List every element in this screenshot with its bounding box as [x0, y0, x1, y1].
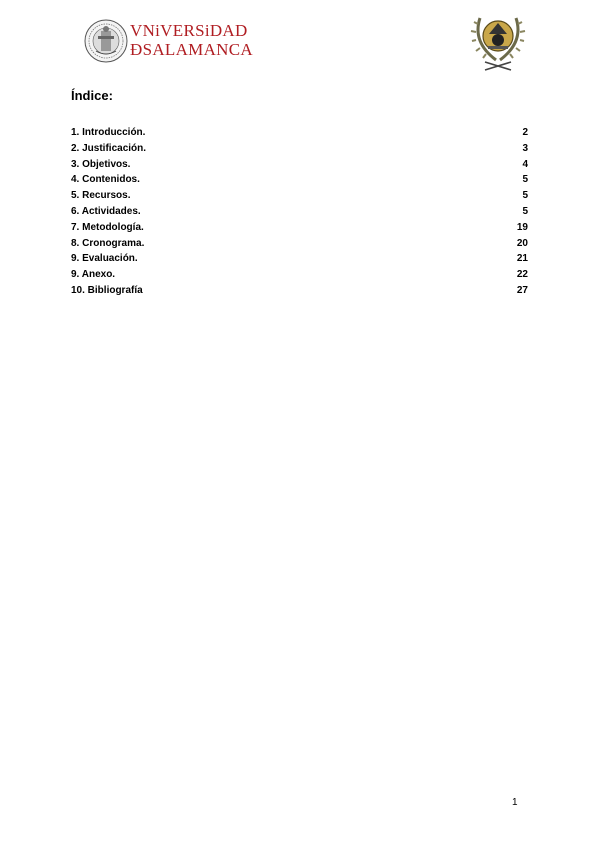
toc-entry-page: 19 [516, 221, 528, 233]
toc-entry[interactable] [71, 204, 528, 220]
toc-entry[interactable] [71, 172, 528, 188]
toc-entry[interactable] [71, 236, 528, 252]
toc-entry-label: 3. Objetivos. [71, 158, 131, 170]
toc-entry-label: 8. Cronograma. [71, 237, 145, 249]
toc-entry-page: 22 [516, 269, 528, 281]
toc-entry-page: 2 [522, 127, 528, 138]
toc-entry-page: 27 [516, 284, 528, 296]
university-logo [84, 18, 253, 64]
toc-entry[interactable] [71, 157, 528, 173]
toc-entry-label: 7. Metodología. [71, 221, 144, 233]
toc-entry[interactable] [71, 141, 528, 157]
toc-entry-page: 5 [522, 205, 528, 217]
toc-entry-page: 21 [516, 253, 528, 265]
university-name [130, 21, 253, 59]
toc-entry-label: 2. Justificación. [71, 142, 147, 154]
toc-entry-label: 5. Recursos. [71, 190, 131, 202]
toc-entry-page: 3 [522, 142, 528, 154]
toc-entry-page: 5 [522, 174, 528, 186]
toc-entry[interactable] [71, 251, 528, 267]
toc-entry[interactable] [71, 283, 528, 299]
toc-entry[interactable] [71, 220, 528, 236]
toc-entry-label: 4. Contenidos. [71, 174, 140, 186]
table-of-contents [71, 125, 528, 299]
university-seal-icon [84, 18, 128, 64]
toc-entry[interactable] [71, 267, 528, 283]
toc-entry-page: 20 [516, 237, 528, 249]
toc-entry-label: 9. Anexo. [71, 269, 116, 281]
toc-entry-label: 10. Bibliografía [71, 284, 143, 296]
university-name-line1: VNiVERSiDAD [130, 21, 248, 40]
toc-entry-page: 4 [522, 158, 528, 170]
toc-entry[interactable] [71, 188, 528, 204]
toc-entry-label: 9. Evaluación. [71, 253, 138, 265]
toc-entry[interactable] [71, 125, 528, 141]
university-name-line2: ÐSALAMANCA [130, 40, 253, 59]
toc-entry-label: 1. Introducción. [71, 127, 146, 138]
toc-entry-label: 6. Actividades. [71, 205, 141, 217]
toc-entry-page: 5 [522, 190, 528, 202]
toc-title: Índice: [71, 88, 113, 103]
faculty-emblem-icon [468, 8, 528, 72]
page-number: 1 [512, 797, 518, 808]
